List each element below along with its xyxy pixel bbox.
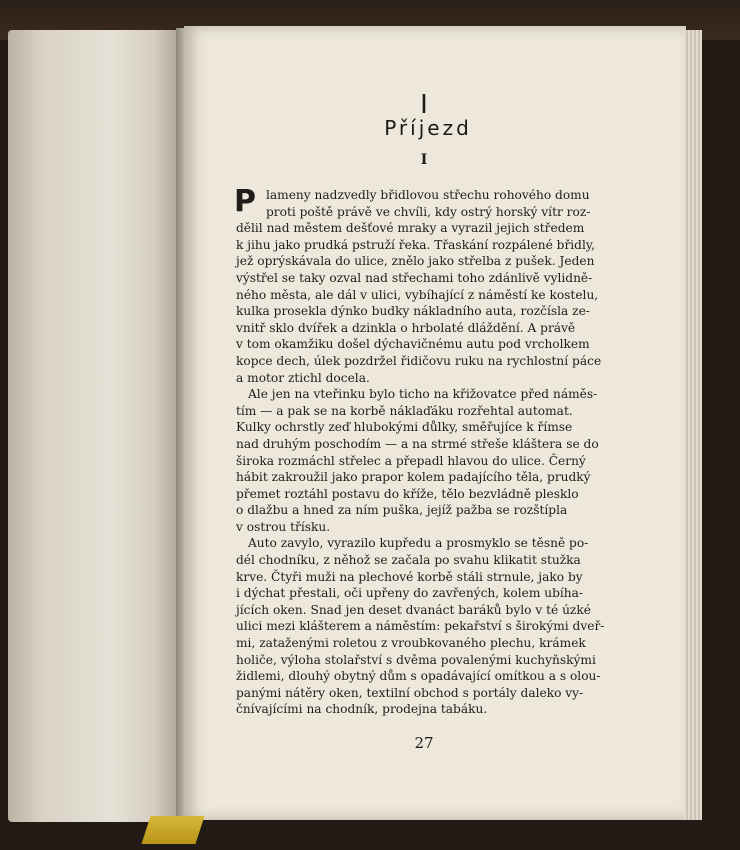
text-line: jež oprýskávala do ulice, znělo jako střelba z pušek. Jeden [236, 254, 595, 269]
text-line: v ostrou třísku. [236, 519, 331, 534]
text-line: čnívajícími na chodník, prodejna tabáku. [236, 702, 488, 717]
text-line: o dlažbu a hned za ním puška, jejíž pažba se rozštípla [236, 503, 568, 518]
text-line: v tom okamžiku došel dýchavičnému autu pod vrcholkem [236, 337, 590, 352]
page-number: 27 [414, 734, 434, 752]
text-line: židlemi, dlouhý obytný dům s opadávající omítkou a s olou- [236, 669, 601, 684]
text-line: mi, zataženými roletou z vroubkovaného plechu, krámek [236, 636, 586, 651]
text-line: lameny nadzvedly břidlovou střechu rohového domu [266, 188, 590, 202]
text-line: dél chodníku, z něhož se začala po svahu klikatit stužka [236, 553, 581, 568]
text-line: i dýchat přestali, oči upřeny do zavřených, kolem ubíha- [236, 586, 584, 601]
drop-cap: P [234, 184, 256, 219]
text-line: hábit zakroužil jako prapor kolem padajícího těla, prudký [236, 470, 591, 485]
text-line: kulka prosekla dýnko budky nákladního auta, rozčísla ze- [236, 304, 590, 319]
text-line: široka rozmáchl střelec a přepadl hlavou do ulice. Černý [236, 453, 586, 468]
text-line: k jihu jako prudká pstruží řeka. Třaskání rozpálené břidly, [236, 237, 596, 252]
text-line: vnitř sklo dvířek a dzinkla o hrbolaté dláždění. A právě [236, 320, 576, 335]
page-edges [684, 30, 702, 820]
text-line: nad druhým poschodím — a na strmé střeše kláštera se do [236, 436, 599, 451]
text-line: a motor ztichl docela. [236, 370, 370, 385]
text-line: kopce dech, úlek pozdržel řidičovu ruku na rychlostní páce [236, 353, 602, 368]
text-line: ného města, ale dál v ulici, vybíhající z náměstí ke kostelu, [236, 287, 599, 302]
section-number: I [420, 152, 428, 168]
text-line: výstřel se taky ozval nad střechami toho zdánlivě vylidně- [236, 270, 593, 285]
text-line: přemet roztáhl postavu do kříže, tělo bezvládně plesklo [236, 486, 579, 501]
body-text [234, 184, 614, 718]
text-line: panými nátěry oken, textilní obchod s portály daleko vy- [236, 685, 584, 700]
bookmark-ribbon [141, 816, 204, 844]
left-page [8, 30, 180, 822]
text-line: krve. Čtyři muži na plechové korbě stáli strnule, jako by [236, 569, 583, 584]
text-line: dělil nad městem dešťové mraky a vyrazil jejich středem [236, 221, 585, 236]
text-line: Auto zavylo, vyrazilo kupředu a prosmyklo se těsně po- [248, 536, 589, 551]
text-line: holiče, výloha stolařství s dvěma povalenými kuchyňskými [236, 652, 596, 667]
text-line: Ale jen na vteřinku bylo ticho na křižovatce před náměs- [248, 387, 598, 402]
text-line: Kulky ochrstly zeď hlubokými důlky, směřujíce k římse [236, 420, 573, 435]
text-line: jících oken. Snad jen deset dvanáct baráků bylo v té úzké [236, 602, 591, 617]
text-line: tím — a pak se na korbě náklaďáku rozřehtal automat. [236, 403, 573, 418]
chapter-title: Příjezd [384, 116, 472, 140]
chapter-number: I [420, 90, 428, 120]
text-line: ulici mezi klášterem a náměstím: pekařství s širokými dveř- [236, 619, 605, 634]
text-line: proti poště právě ve chvíli, kdy ostrý horský vítr roz- [266, 204, 591, 219]
